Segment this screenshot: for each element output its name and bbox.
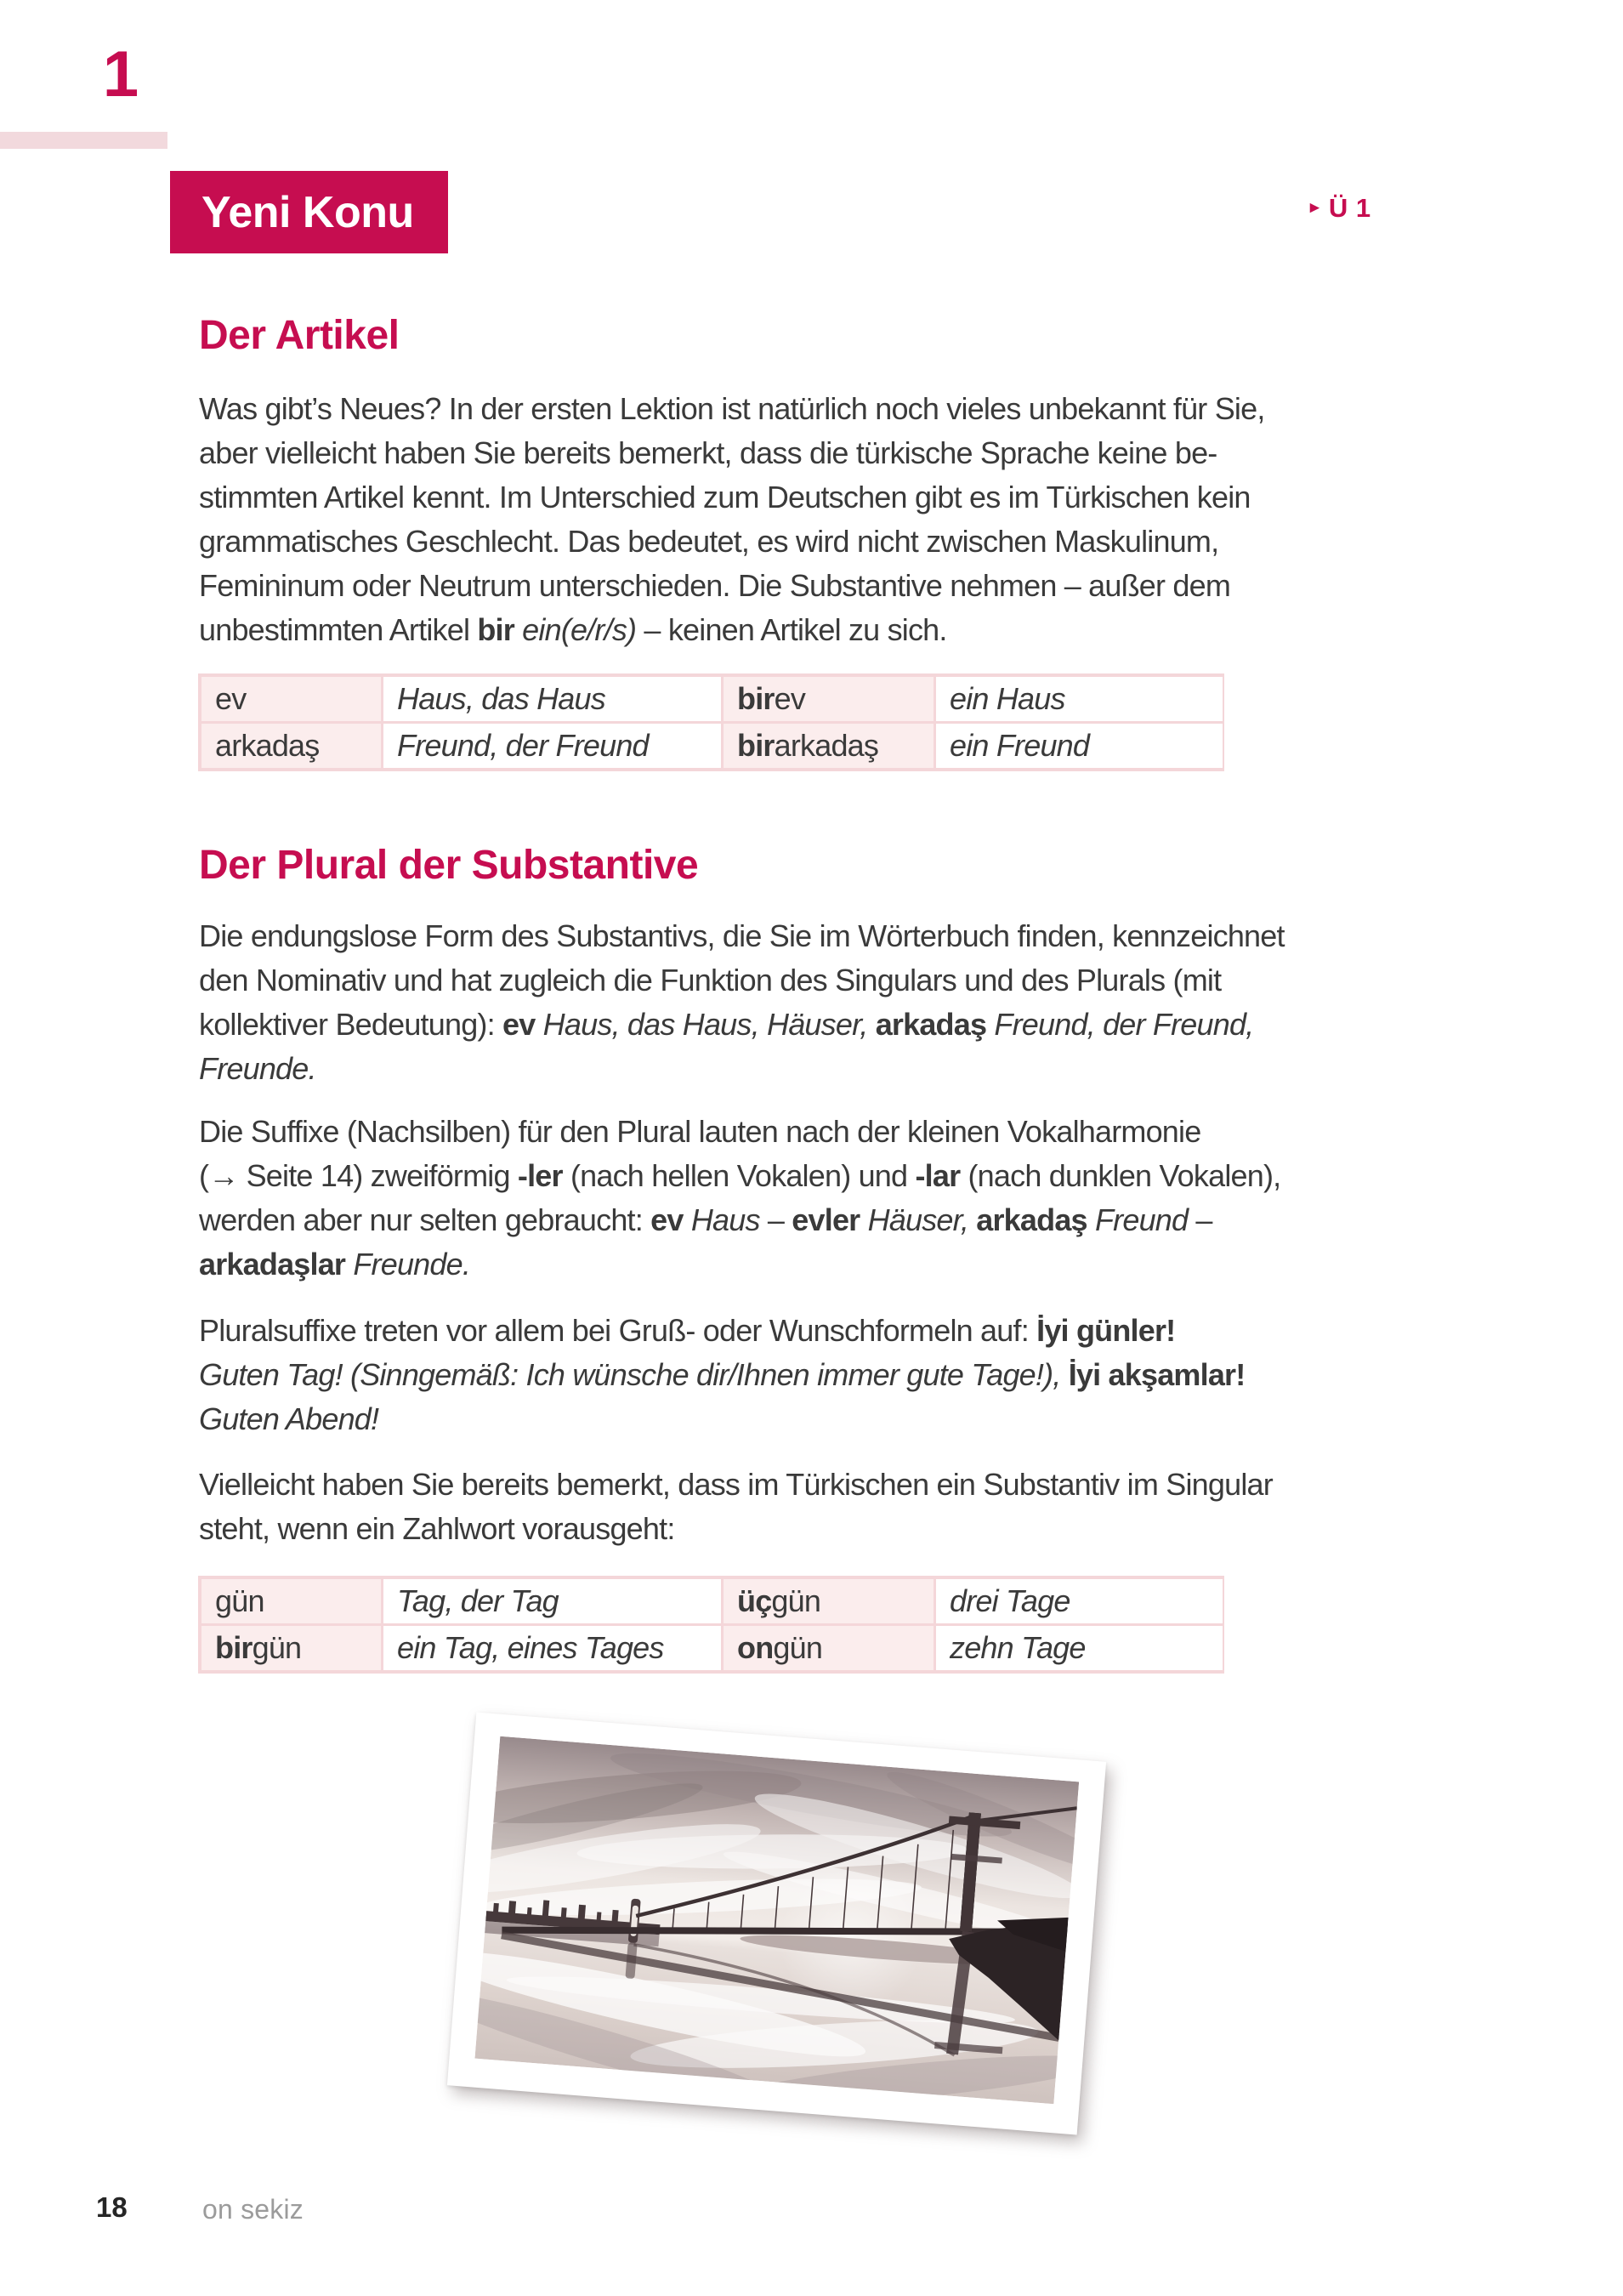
text-run: Pluralsuffixe treten vor allem bei Gruß- oder Wunschformeln auf: <box>199 1313 1037 1348</box>
text-run <box>514 612 522 647</box>
text-run: ev <box>774 681 806 716</box>
table-cell-german <box>383 1579 721 1623</box>
italic-translation: ein Tag, eines Tages <box>397 1630 664 1665</box>
chapter-number: 1 <box>102 38 139 111</box>
text-run: – <box>1188 1202 1212 1237</box>
table-cell-german <box>936 677 1223 721</box>
heading-der-artikel: Der Artikel <box>199 313 400 358</box>
text-run <box>968 1202 976 1237</box>
text-run: gün <box>252 1630 302 1665</box>
table-cell-turkish <box>724 677 934 721</box>
text-run: gün <box>215 1583 264 1618</box>
bold-term: arkadaşlar <box>199 1247 346 1282</box>
bold-term: -lar <box>915 1158 961 1193</box>
italic-translation: ein Freund <box>950 728 1090 763</box>
paragraph-line <box>199 1353 1245 1397</box>
text-run: (nach hellen Vokalen) und <box>562 1158 916 1193</box>
italic-translation: Guten Tag! (Sinngemäß: Ich wünsche dir/Ihnen immer gute Tage!), <box>199 1357 1061 1392</box>
table-cell-german <box>936 1626 1223 1670</box>
text-run: – <box>759 1202 792 1237</box>
text-run <box>1061 1357 1069 1392</box>
text-run: arkadaş <box>215 728 320 763</box>
text-run: arkadaş <box>774 728 879 763</box>
text-run: gün <box>773 1630 823 1665</box>
paragraph-line <box>199 520 1265 564</box>
text-run: (nach dunklen Vokalen), <box>960 1158 1281 1193</box>
italic-translation: Haus, das Haus <box>397 681 605 716</box>
page-number-words: on sekiz <box>202 2194 304 2225</box>
text-run: Die endungslose Form des Substantivs, die Sie im Wörterbuch finden, kennzeichnet <box>199 918 1285 953</box>
text-run: werden aber nur selten gebraucht: <box>199 1202 651 1237</box>
paragraph-line <box>199 1154 1280 1198</box>
heading-plural-der-substantive: Der Plural der Substantive <box>199 843 699 888</box>
bold-term: ev <box>650 1202 684 1237</box>
text-run <box>860 1202 867 1237</box>
italic-translation: Haus, das Haus, Häuser, <box>542 1007 868 1042</box>
table-cell-german <box>383 1626 721 1670</box>
bold-term: -ler <box>517 1158 563 1193</box>
text-run: Die Suffixe (Nachsilben) für den Plural lauten nach der kleinen Vokalharmonie <box>199 1114 1201 1149</box>
table-cell-german <box>383 724 721 768</box>
bold-term: arkadaş <box>976 1202 1087 1237</box>
paragraph-gruss-formeln <box>199 1309 1245 1441</box>
italic-translation: Freund <box>1094 1202 1189 1237</box>
bold-term: üç <box>737 1583 772 1618</box>
text-run <box>684 1202 691 1237</box>
italic-translation: Häuser, <box>867 1202 969 1237</box>
text-run: den Nominativ und hat zugleich die Funktion des Singulars und des Plurals (mit <box>199 963 1222 997</box>
paragraph-line <box>199 564 1265 608</box>
bridge-photo-illustration <box>474 1736 1079 2104</box>
text-run: kollektiver Bedeutung): <box>199 1007 503 1042</box>
paragraph-line <box>199 1110 1280 1154</box>
paragraph-artikel-intro <box>199 387 1265 652</box>
table-cell-german <box>936 724 1223 768</box>
table-cell-turkish <box>201 1626 381 1670</box>
paragraph-line <box>199 914 1285 958</box>
bold-term: ev <box>502 1007 536 1042</box>
italic-translation: Tag, der Tag <box>397 1583 559 1618</box>
chapter-band-decoration <box>0 132 167 149</box>
italic-translation: Guten Abend! <box>199 1401 379 1436</box>
bold-term: bir <box>737 681 775 716</box>
text-run: ev <box>215 681 247 716</box>
table-cell-turkish <box>201 1579 381 1623</box>
table-cell-german <box>383 677 721 721</box>
italic-translation: Freunde. <box>353 1247 471 1282</box>
section-banner <box>170 171 448 253</box>
paragraph-line <box>199 1198 1280 1242</box>
paragraph-line <box>199 958 1285 1003</box>
paragraph-line <box>199 387 1265 431</box>
paragraph-endungslose-form <box>199 914 1285 1091</box>
text-run: grammatisches Geschlecht. Das bedeutet, es wird nicht zwischen Maskulinum, <box>199 524 1219 559</box>
italic-translation: ein(e/r/s) <box>522 612 637 647</box>
table-cell-german <box>936 1579 1223 1623</box>
paragraph-zahlwort <box>199 1463 1273 1551</box>
table-cell-turkish <box>724 1579 934 1623</box>
text-run <box>1087 1202 1095 1237</box>
text-run: – keinen Artikel zu sich. <box>636 612 947 647</box>
table-zahlwort-examples <box>198 1576 1224 1674</box>
italic-translation: zehn Tage <box>950 1630 1086 1665</box>
text-run: steht, wenn ein Zahlwort vorausgeht: <box>199 1511 675 1546</box>
italic-translation: Freund, der Freund <box>397 728 649 763</box>
text-run: Vielleicht haben Sie bereits bemerkt, dass im Türkischen ein Substantiv im Singular <box>199 1467 1273 1502</box>
paragraph-line <box>199 1507 1273 1551</box>
paragraph-line <box>199 1242 1280 1287</box>
italic-translation: Haus <box>690 1202 760 1237</box>
exercise-reference-label: Ü 1 <box>1328 193 1371 223</box>
text-run <box>535 1007 542 1042</box>
table-cell-turkish <box>724 724 934 768</box>
page-number: 18 <box>96 2191 128 2223</box>
italic-translation: drei Tage <box>950 1583 1070 1618</box>
paragraph-line <box>199 431 1265 475</box>
text-run: gün <box>771 1583 821 1618</box>
text-run <box>867 1007 875 1042</box>
paragraph-line <box>199 1003 1285 1047</box>
paragraph-line <box>199 1309 1245 1353</box>
bold-term: arkadaş <box>875 1007 987 1042</box>
bold-term: bir <box>215 1630 253 1665</box>
text-run: Was gibt’s Neues? In der ersten Lektion ist natürlich noch vieles unbekannt für Sie, <box>199 391 1265 426</box>
paragraph-line <box>199 1397 1245 1441</box>
table-cell-turkish <box>201 677 381 721</box>
bold-term: evler <box>792 1202 860 1237</box>
text-run: Femininum oder Neutrum unterschieden. Die Substantive nehmen – außer dem <box>199 568 1231 603</box>
bosphorus-bridge-photo <box>447 1713 1106 2135</box>
paragraph-line <box>199 608 1265 652</box>
bold-term: bir <box>477 612 514 647</box>
paragraph-line <box>199 1463 1273 1507</box>
bold-term: on <box>737 1630 774 1665</box>
text-run: aber vielleicht haben Sie bereits bemerkt, dass die türkische Sprache keine be- <box>199 435 1217 470</box>
text-run: stimmten Artikel kennt. Im Unterschied zum Deutschen gibt es im Türkischen kein <box>199 480 1251 514</box>
paragraph-plural-suffixe <box>199 1110 1280 1287</box>
italic-translation: Freunde. <box>199 1051 316 1086</box>
bold-term: bir <box>737 728 775 763</box>
section-banner-label: Yeni Konu <box>201 187 414 237</box>
paragraph-line <box>199 475 1265 520</box>
exercise-reference[interactable] <box>1307 192 1371 224</box>
text-run: unbestimmten Artikel <box>199 612 478 647</box>
table-artikel-examples <box>198 673 1224 771</box>
text-run: (→ Seite 14) zweiförmig <box>199 1158 518 1193</box>
table-cell-turkish <box>201 724 381 768</box>
bold-term: İyi akşamlar! <box>1068 1357 1246 1392</box>
exercise-arrow-icon: ► <box>1307 199 1323 217</box>
text-run <box>345 1247 353 1282</box>
table-cell-turkish <box>724 1626 934 1670</box>
bold-term: İyi günler! <box>1036 1313 1176 1348</box>
paragraph-line <box>199 1047 1285 1091</box>
italic-translation: Freund, der Freund, <box>994 1007 1254 1042</box>
italic-translation: ein Haus <box>950 681 1065 716</box>
